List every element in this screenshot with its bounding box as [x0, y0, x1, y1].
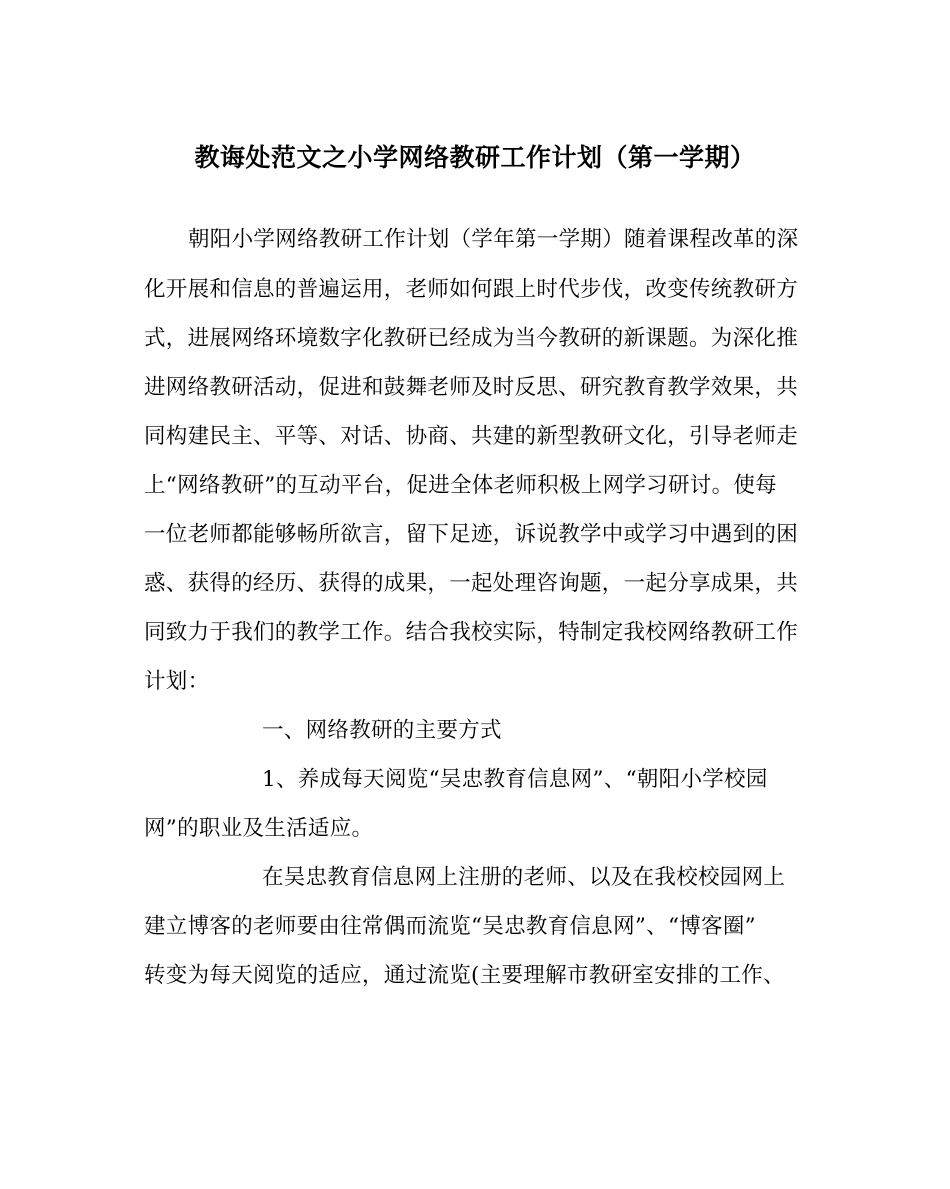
paragraph-line: 在吴忠教育信息网上注册的老师、以及在我校校园网上: [262, 865, 786, 890]
paragraph-line: 1、养成每天阅览“吴忠教育信息网”、“朝阳小学校园: [262, 767, 768, 792]
paragraph-line: 网”的职业及生活适应。: [144, 816, 374, 841]
paragraph-line: 进网络教研活动，促进和鼓舞老师及时反思、研究教育教学效果，共: [144, 375, 799, 400]
paragraph-line: 同构建民主、平等、对话、协商、共建的新型教研文化，引导老师走: [144, 424, 799, 449]
section-heading: 一、网络教研的主要方式: [262, 718, 502, 743]
paragraph-line: 转变为每天阅览的适应，通过流览(主要理解市教研室安排的工作、: [144, 963, 785, 988]
paragraph-line: 计划：: [144, 669, 210, 694]
paragraph-line: 同致力于我们的教学工作。结合我校实际，特制定我校网络教研工作: [144, 620, 799, 645]
paragraph-line: 化开展和信息的普遍运用，老师如何跟上时代步伐，改变传统教研方: [144, 277, 799, 302]
paragraph-line: 建立博客的老师要由往常偶而流览“吴忠教育信息网”、“博客圈”: [144, 914, 756, 939]
paragraph-line: 一位老师都能够畅所欲言，留下足迹，诉说教学中或学习中遇到的困: [144, 522, 799, 547]
document-title: 教诲处范文之小学网络教研工作计划（第一学期）: [194, 143, 756, 172]
paragraph-line: 式，进展网络环境数字化教研已经成为当今教研的新课题。为深化推: [144, 326, 799, 351]
paragraph-line: 上“网络教研”的互动平台，促进全体老师积极上网学习研讨。使每: [144, 473, 777, 498]
paragraph-line: 惑、获得的经历、获得的成果，一起处理咨询题，一起分享成果，共: [144, 571, 799, 596]
paragraph-line: 朝阳小学网络教研工作计划（学年第一学期）随着课程改革的深: [188, 227, 799, 252]
